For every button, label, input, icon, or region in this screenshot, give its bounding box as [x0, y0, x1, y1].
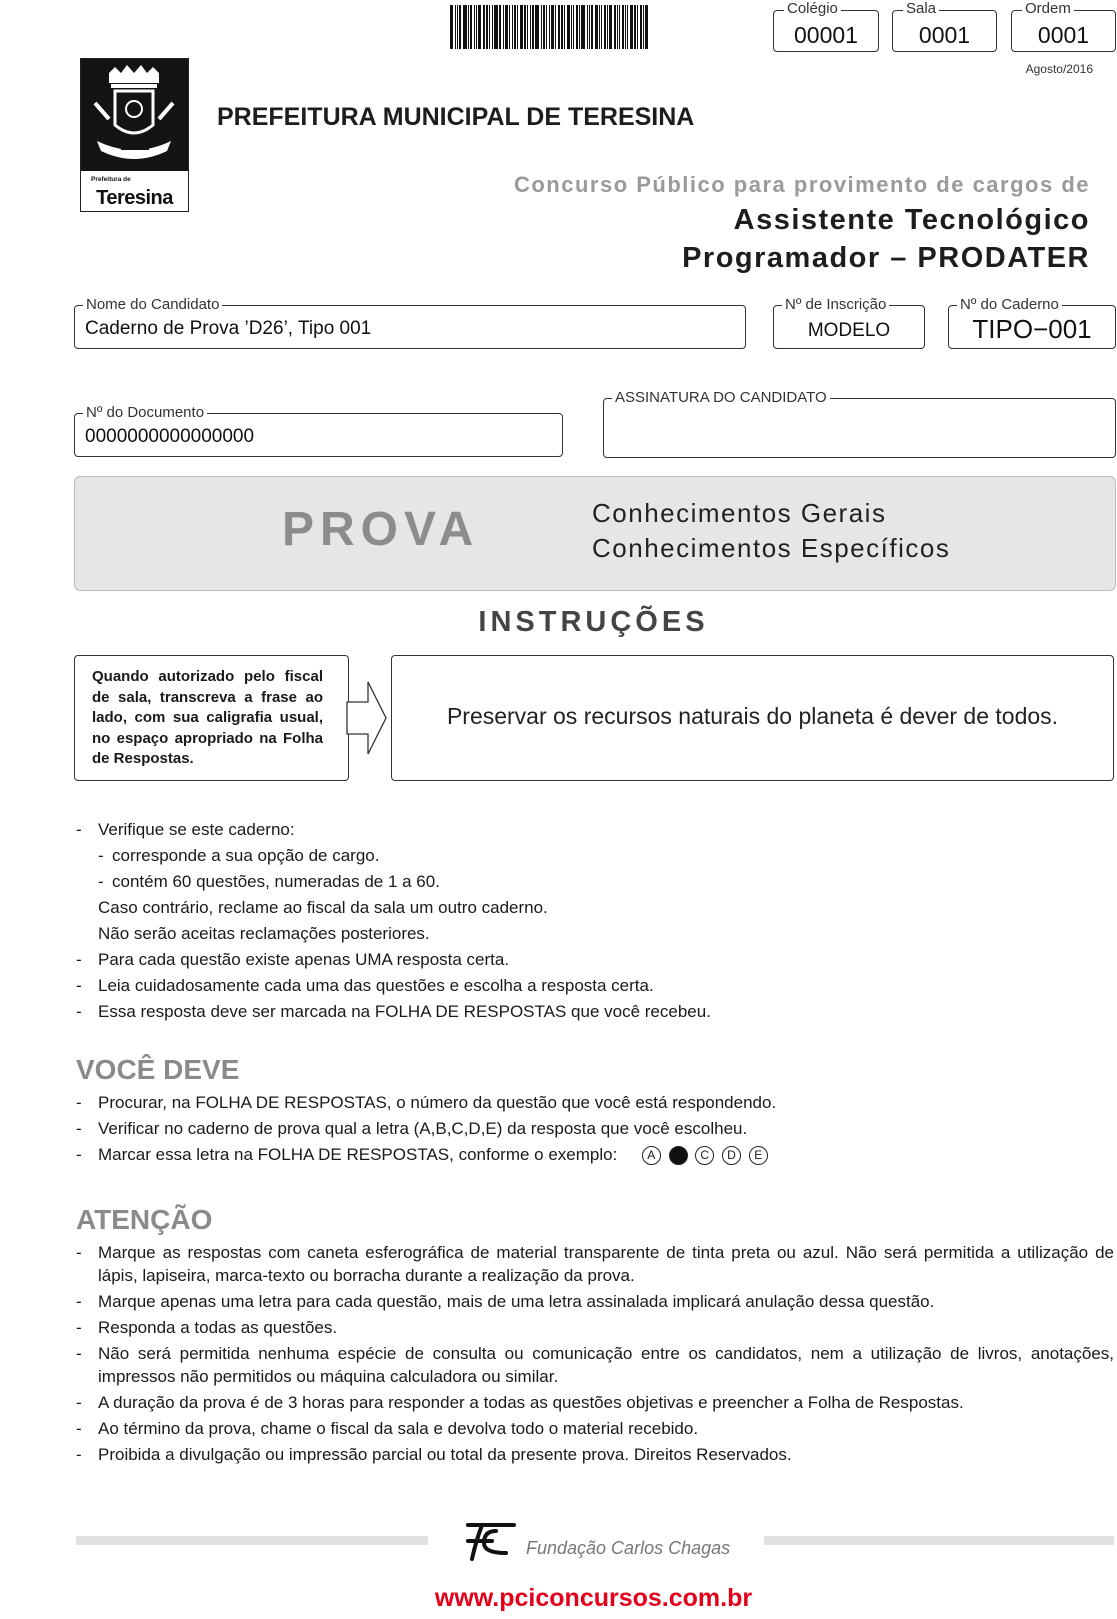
- atencao-item-6: Ao término da prova, chame o fiscal da sala e devolva todo o material recebido.: [98, 1419, 699, 1438]
- instrucoes-title: INSTRUÇÕES: [478, 606, 709, 638]
- documento-value: 0000000000000000: [85, 426, 255, 447]
- check-item-4: Essa resposta deve ser marcada na FOLHA DE RESPOSTAS que você recebeu.: [98, 1002, 711, 1021]
- check-cont-1: Caso contrário, reclame ao fiscal da sala um outro caderno.: [98, 898, 548, 917]
- atencao-item-7: Proibida a divulgação ou impressão parcial ou total da presente prova. Direitos Reservados.: [98, 1445, 792, 1464]
- example-bubble-d: D: [722, 1146, 741, 1165]
- coat-of-arms-icon: [81, 59, 188, 171]
- ordem-value: 0001: [1037, 22, 1090, 48]
- concurso-subtitle: Concurso Público para provimento de cargos de: [513, 172, 1090, 197]
- bullet-dash: -: [76, 1119, 82, 1138]
- logo-name: Teresina: [96, 187, 173, 209]
- phrase-text: Preservar os recursos naturais do planeta é dever de todos.: [446, 703, 1059, 729]
- inscricao-label: Nº de Inscrição: [782, 296, 889, 313]
- bullet-dash: -: [76, 1318, 82, 1337]
- voce-deve-item: [98, 1145, 768, 1165]
- prova-line2: Conhecimentos Específicos: [592, 533, 951, 563]
- check-item-2: Para cada questão existe apenas UMA resposta certa.: [98, 950, 510, 969]
- sala-value: 0001: [918, 22, 971, 48]
- inscricao-value: MODELO: [807, 320, 891, 341]
- prova-title: PROVA: [282, 503, 480, 556]
- bullet-dash: -: [76, 1445, 82, 1464]
- sala-label: Sala: [903, 0, 939, 17]
- assinatura-label: ASSINATURA DO CANDIDATO: [612, 389, 830, 406]
- bullet-dash: -: [98, 846, 104, 865]
- cargo-title-line2: Programador – PRODATER: [682, 242, 1090, 274]
- example-bubble-filled: [669, 1146, 688, 1165]
- voce-deve-item: Procurar, na FOLHA DE RESPOSTAS, o número da questão que você está respondendo.: [98, 1093, 777, 1112]
- sala-box: [892, 0, 997, 52]
- atencao-item-4-line2: impressos não permitidos ou máquina calculadora ou similar.: [98, 1367, 559, 1386]
- documento-label: Nº do Documento: [83, 404, 207, 421]
- assinatura-field: [603, 389, 1116, 458]
- check-item-1: Verifique se este caderno:: [98, 820, 295, 839]
- org-title: PREFEITURA MUNICIPAL DE TERESINA: [217, 103, 695, 131]
- nome-field: [74, 296, 746, 349]
- caderno-value: TIPO−001: [972, 314, 1092, 344]
- documento-field: [74, 404, 563, 457]
- bullet-dash: -: [76, 1393, 82, 1412]
- caderno-field: [948, 296, 1116, 349]
- logo-small-text: Prefeitura de: [91, 176, 131, 183]
- atencao-item-2: Marque apenas uma letra para cada questão, mais de uma letra assinalada implicará anulação dessa questão.: [98, 1292, 935, 1311]
- footer-divider-right: [764, 1536, 1114, 1545]
- date-label: Agosto/2016: [1025, 62, 1093, 76]
- bullet-dash: -: [76, 1243, 82, 1262]
- site-url: www.pciconcursos.com.br: [434, 1584, 753, 1612]
- ordem-label: Ordem: [1022, 0, 1074, 17]
- bullet-dash: -: [76, 820, 82, 839]
- arrow-right-icon: [346, 680, 388, 756]
- bullet-dash: -: [76, 1419, 82, 1438]
- ordem-box: [1011, 0, 1116, 52]
- atencao-item-1-line1: Marque as respostas com caneta esferográfica de material transparente de tinta preta ou azul. Não será permitida a utilização de: [98, 1243, 1114, 1262]
- voce-deve-title: VOCÊ DEVE: [76, 1054, 240, 1085]
- bullet-dash: -: [76, 1002, 82, 1021]
- atencao-item-1-line2: lápis, lapiseira, marca-texto ou borracha durante a realização da prova.: [98, 1266, 635, 1285]
- bullet-dash: -: [76, 976, 82, 995]
- atencao-item-4-line1: Não será permitida nenhuma espécie de consulta ou comunicação entre os candidatos, nem a utilização de livros, anotações,: [98, 1344, 1114, 1363]
- example-bubble-c: C: [695, 1146, 714, 1165]
- nome-label: Nome do Candidato: [83, 296, 222, 313]
- check-sub-1: corresponde a sua opção de cargo.: [112, 846, 380, 865]
- caderno-label: Nº do Caderno: [957, 296, 1062, 313]
- check-item-3: Leia cuidadosamente cada uma das questões e escolha a resposta certa.: [98, 976, 654, 995]
- footer-divider-left: [76, 1536, 428, 1545]
- atencao-title: ATENÇÃO: [76, 1204, 213, 1235]
- atencao-item-3: Responda a todas as questões.: [98, 1318, 338, 1337]
- bullet-dash: -: [76, 1344, 82, 1363]
- inscricao-field: [773, 296, 925, 349]
- cargo-title-line1: Assistente Tecnológico: [733, 204, 1090, 236]
- check-cont-2: Não serão aceitas reclamações posteriores.: [98, 924, 430, 943]
- bullet-dash: -: [76, 1093, 82, 1112]
- bullet-dash: -: [98, 872, 104, 891]
- instrucoes-box-text: Quando autorizado pelo fiscal de sala, transcreva a frase ao lado, com sua caligrafia usual, no espaço apropriado na Folha de Respostas.: [92, 668, 323, 767]
- voce-deve-item: Verificar no caderno de prova qual a letra (A,B,C,D,E) da resposta que você escolheu.: [98, 1119, 748, 1138]
- bullet-dash: -: [76, 1145, 82, 1164]
- colegio-box: [773, 0, 879, 52]
- voce-deve-item-text: Marcar essa letra na FOLHA DE RESPOSTAS, conforme o exemplo:: [98, 1145, 618, 1164]
- fcc-logo-icon: [462, 1517, 520, 1563]
- colegio-label: Colégio: [784, 0, 841, 17]
- atencao-item-5: A duração da prova é de 3 horas para responder a todas as questões objetivas e preencher a Folha de Respostas.: [98, 1393, 964, 1412]
- barcode: [450, 5, 718, 49]
- example-bubble-e: E: [749, 1146, 768, 1165]
- teresina-logo: [80, 58, 189, 212]
- check-sub-2: contém 60 questões, numeradas de 1 a 60.: [112, 872, 440, 891]
- nome-value: Caderno de Prova ’D26’, Tipo 001: [85, 318, 372, 339]
- example-bubble-a: A: [642, 1146, 661, 1165]
- bullet-dash: -: [76, 1292, 82, 1311]
- bullet-dash: -: [76, 950, 82, 969]
- fcc-name: Fundação Carlos Chagas: [526, 1538, 731, 1558]
- prova-line1: Conhecimentos Gerais: [592, 498, 887, 528]
- colegio-value: 00001: [794, 22, 858, 48]
